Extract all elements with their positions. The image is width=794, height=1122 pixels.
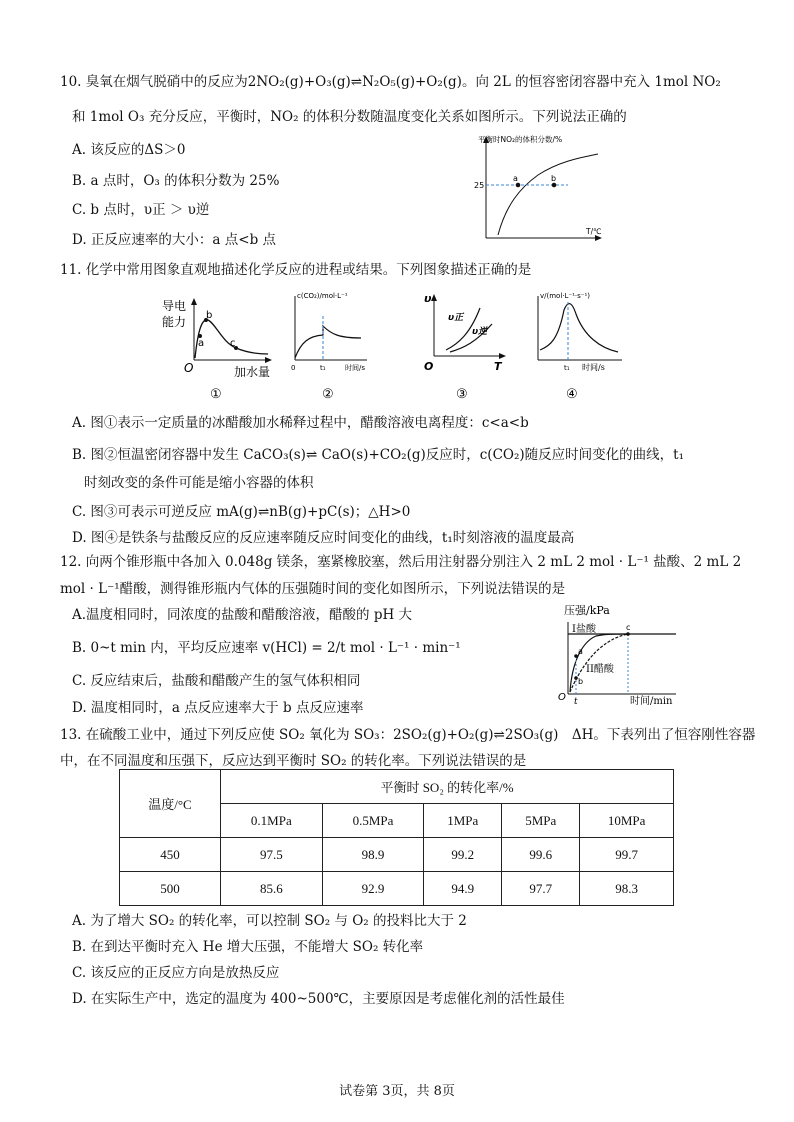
q12-series-hcl: I盐酸 (572, 624, 596, 635)
g4-t1: t₁ (564, 364, 570, 372)
table-header-pressure: 5MPa (502, 804, 580, 838)
g3-v-forward: υ正 (448, 313, 464, 323)
table-cell: 98.3 (580, 872, 674, 906)
q13-option-a: A. 为了增大 SO₂ 的转化率，可以控制 SO₂ 与 O₂ 的投料比大于 2 (72, 913, 467, 929)
g3-number: ③ (456, 387, 468, 402)
q10-stem-line2: 和 1mol O₃ 充分反应，平衡时，NO₂ 的体积分数随温度变化关系如图所示。下列说法正确的 (72, 109, 627, 125)
q10-point-a (516, 183, 521, 188)
table-cell-temp: 500 (120, 872, 221, 906)
q12-point-b-label: b (578, 677, 584, 686)
q12-stem-line2: mol · L⁻¹醋酸，测得锥形瓶内气体的压强随时间的变化如图所示，下列说法错误的是 (60, 581, 566, 597)
g2-number: ② (322, 387, 334, 402)
table-header-temp: 温度/°C (120, 770, 221, 838)
q12-stem-line1: 12. 向两个锥形瓶中各加入 0.048g 镁条，塞紧橡胶塞，然后用注射器分别注入 2 mL 2 mol · L⁻¹ 盐酸、2 mL 2 (60, 554, 742, 570)
table-cell-temp: 450 (120, 838, 221, 872)
g3-ylabel: υ (424, 292, 432, 305)
table-header-pressure: 1MPa (424, 804, 502, 838)
q12-t: t (574, 697, 578, 707)
table-header-group: 平衡时 SO₂ 的转化率/% (221, 770, 674, 804)
g1-point-b-label: b (206, 310, 213, 321)
q12-graph (552, 602, 682, 708)
q11-graph-3 (420, 290, 515, 402)
q11-graph-4 (530, 290, 630, 402)
g4-ylabel: v/(mol·L⁻¹·s⁻¹) (540, 292, 591, 300)
table-row (120, 838, 674, 872)
table-cell: 99.7 (580, 838, 674, 872)
table-cell: 97.5 (221, 838, 323, 872)
page-footer: 试卷第 3页，共 8页 (339, 1084, 455, 1099)
g1-point-a-label: a (198, 338, 205, 349)
q12-point-a-label: a (578, 647, 583, 656)
table-cell: 99.2 (424, 838, 502, 872)
g1-point-c-label: c (230, 338, 236, 349)
q11-graph-1 (160, 290, 280, 402)
table-header-pressure: 10MPa (580, 804, 674, 838)
q11-option-a: A. 图①表示一定质量的冰醋酸加水稀释过程中，醋酸溶液电离程度：c<a<b (72, 415, 529, 431)
q12-point-c (626, 632, 630, 636)
q12-graph-ylabel: 压强/kPa (564, 604, 610, 617)
q10-option-b: B. a 点时，O₃ 的体积分数为 25% (72, 173, 280, 189)
q13-conversion-table (119, 769, 674, 906)
g3-xlabel: T (494, 360, 502, 373)
table-cell: 99.6 (502, 838, 580, 872)
q10-stem-line1: 10. 臭氧在烟气脱硝中的反应为2NO₂(g)+O₃(g)⇌N₂O₅(g)+O₂(g)。向 2L 的恒容密闭容器中充入 1mol NO₂ (60, 74, 721, 90)
q12-point-c-label: c (626, 623, 631, 632)
table-header-pressure: 0.1MPa (221, 804, 323, 838)
g2-t1: t₁ (320, 364, 326, 372)
q11-graph-2 (285, 290, 380, 402)
q10-point-a-label: a (513, 174, 518, 183)
g1-ylabel-1: 导电 (162, 299, 187, 313)
q13-stem-line1: 13. 在硫酸工业中，通过下列反应使 SO₂ 氧化为 SO₃：2SO₂(g)+O₂(g)⇌2SO₃(g) ΔH。下表列出了恒容刚性容器 (60, 727, 756, 743)
q10-point-b (552, 183, 557, 188)
q10-option-a: A. 该反应的ΔS＞0 (72, 142, 186, 158)
g2-zero: 0 (291, 364, 296, 372)
q10-graph (470, 130, 620, 242)
g3-v-reverse: υ逆 (472, 327, 488, 337)
table-cell: 94.9 (424, 872, 502, 906)
q13-option-b: B. 在到达平衡时充入 He 增大压强，不能增大 SO₂ 转化率 (72, 939, 424, 955)
g1-xlabel: 加水量 (234, 365, 271, 379)
q11-option-d: D. 图④是铁条与盐酸反应的反应速率随反应时间变化的曲线，t₁时刻溶液的温度最高 (72, 530, 575, 546)
q12-series-acetic: II醋酸 (586, 664, 614, 675)
table-cell: 92.9 (322, 872, 424, 906)
q12-origin: O (558, 692, 566, 703)
q10-option-d: D. 正反应速率的大小：a 点<b 点 (72, 232, 277, 248)
q10-graph-tick-25: 25 (474, 181, 485, 190)
q12-option-b: B. 0~t min 内，平均反应速率 v(HCl) = 2/t mol · L⁻¹ · min⁻¹ (72, 640, 461, 656)
g2-ylabel: c(CO₂)/mol·L⁻¹ (297, 292, 348, 300)
g1-ylabel-2: 能力 (162, 315, 187, 329)
q12-option-d: D. 温度相同时，a 点反应速率大于 b 点反应速率 (72, 700, 364, 716)
q12-graph-xlabel: 时间/min (630, 696, 673, 707)
q10-point-b-label: b (551, 174, 557, 183)
q11-option-b-line1: B. 图②恒温密闭容器中发生 CaCO₃(s)⇌ CaO(s)+CO₂(g)反应时，c(CO₂)随反应时间变化的曲线，t₁ (72, 447, 684, 463)
q10-graph-xlabel: T/℃ (586, 227, 602, 236)
table-cell: 85.6 (221, 872, 323, 906)
g4-number: ④ (566, 387, 578, 402)
q11-option-c: C. 图③可表示可逆反应 mA(g)⇌nB(g)+pC(s)；△H>0 (72, 504, 411, 520)
g3-origin: O (424, 360, 434, 373)
q12-option-a: A.温度相同时，同浓度的盐酸和醋酸溶液，醋酸的 pH 大 (72, 607, 413, 623)
q11-option-b-line2: 时刻改变的条件可能是缩小容器的体积 (84, 475, 314, 491)
table-row (120, 872, 674, 906)
table-header-pressure: 0.5MPa (322, 804, 424, 838)
q11-stem: 11. 化学中常用图象直观地描述化学反应的进程或结果。下列图象描述正确的是 (60, 262, 532, 278)
table-cell: 98.9 (322, 838, 424, 872)
q12-option-c: C. 反应结束后，盐酸和醋酸产生的氢气体积相同 (72, 673, 361, 689)
q13-option-c: C. 该反应的正反应方向是放热反应 (72, 965, 280, 981)
table-cell: 97.7 (502, 872, 580, 906)
q10-option-c: C. b 点时，υ正 ＞ υ逆 (72, 202, 210, 218)
g2-xlabel: 时间/s (345, 364, 366, 372)
g1-origin: O (184, 361, 194, 375)
g1-number: ① (210, 387, 222, 402)
q10-graph-ylabel: 平衡时NO₂的体积分数/% (478, 135, 563, 144)
q13-option-d: D. 在实际生产中，选定的温度为 400~500℃，主要原因是考虑催化剂的活性最佳 (72, 991, 565, 1007)
q13-stem-line2: 中，在不同温度和压强下，反应达到平衡时 SO₂ 的转化率。下列说法错误的是 (60, 753, 527, 769)
g4-xlabel: 时间/s (582, 363, 605, 372)
